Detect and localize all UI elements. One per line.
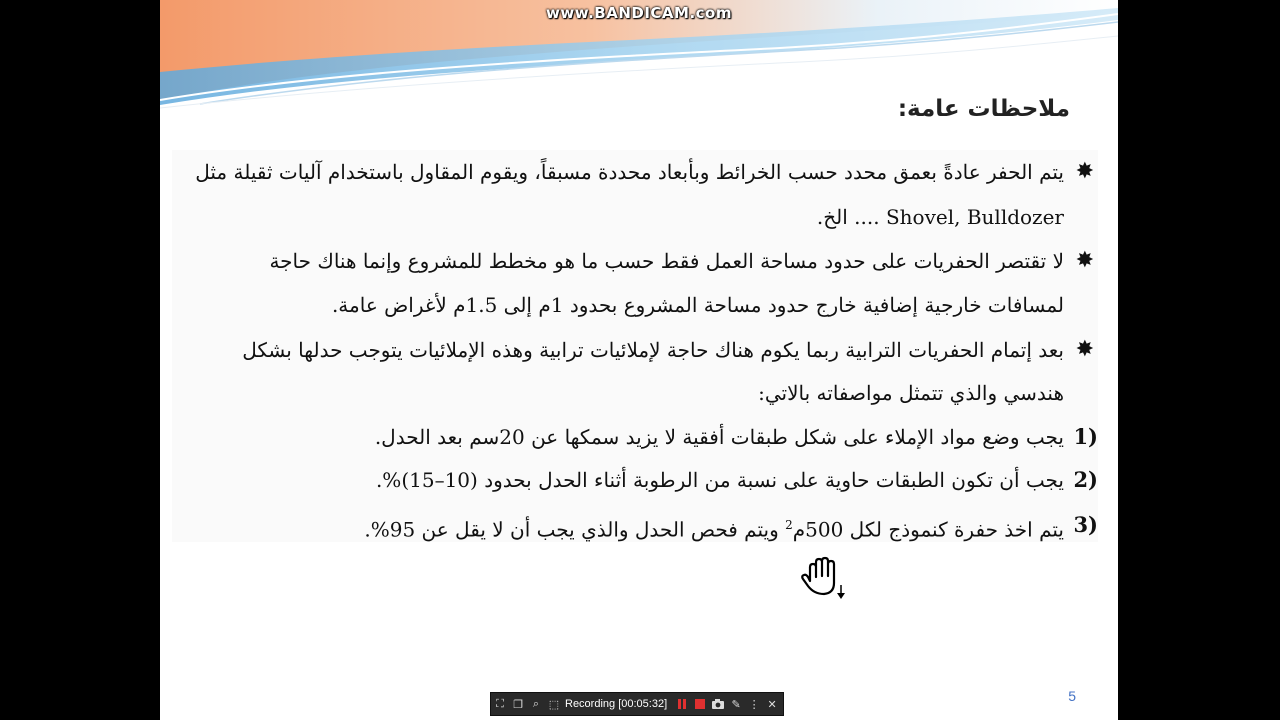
- more-icon[interactable]: ⋮: [748, 698, 760, 711]
- stop-icon[interactable]: [691, 696, 709, 712]
- numbered-item-3-part-1: يتم اخذ حفرة كنموذج لكل 500م: [792, 517, 1064, 542]
- bullet-1-line-2: Shovel, Bulldozer .... الخ.: [816, 205, 1064, 229]
- numbered-item-2: يجب أن تكون الطبقات حاوية على نسبة من الرطوبة أثناء الحدل بحدود (10–15)%.: [375, 468, 1064, 492]
- hand-cursor-icon: [800, 555, 846, 601]
- asterisk-bullet-icon: ✸: [1075, 337, 1094, 362]
- slide-page-number: 5: [1068, 688, 1076, 704]
- slide-title: ملاحظات عامة:: [897, 96, 1070, 122]
- recording-toolbar: [490, 692, 784, 716]
- asterisk-bullet-icon: ✸: [1075, 159, 1094, 184]
- window-icon[interactable]: ❐: [513, 698, 523, 711]
- superscript-2: 2: [785, 518, 793, 532]
- presentation-slide: [160, 0, 1118, 720]
- bullet-1-line-1: يتم الحفر عادةً بعمق محدد حسب الخرائط وبأبعاد محددة مسبقاً، ويقوم المقاول باستخدام آليات ثقيلة مثل: [195, 160, 1064, 184]
- bullet-3-line-2: هندسي والذي تتمثل مواصفاته بالاتي:: [758, 381, 1064, 405]
- fullscreen-icon[interactable]: ⛶: [496, 697, 504, 710]
- bandicam-watermark: www.BANDICAM.com: [545, 4, 732, 22]
- numbered-item-3-part-2: ويتم فحص الحدل والذي يجب أن لا يقل عن 95%.: [364, 517, 786, 542]
- zoom-region-icon[interactable]: ⌕: [532, 697, 540, 710]
- numbered-marker: 3): [1073, 512, 1098, 537]
- pause-icon[interactable]: [673, 696, 691, 712]
- camera-icon[interactable]: [709, 696, 727, 712]
- numbered-marker: 2): [1073, 467, 1098, 492]
- asterisk-bullet-icon: ✸: [1075, 248, 1094, 273]
- bullet-3-line-1: بعد إتمام الحفريات الترابية ربما يكوم هناك حاجة لإملائيات ترابية وهذه الإملائيات يتوجب حدلها بشكل: [242, 338, 1064, 362]
- close-icon[interactable]: ✕: [767, 698, 777, 711]
- pen-icon[interactable]: ✎: [731, 698, 741, 711]
- bullet-2-line-2: لمسافات خارجية إضافية خارج حدود مساحة المشروع بحدود 1م إلى 1.5م لأغراض عامة.: [331, 293, 1064, 317]
- numbered-marker: 1): [1073, 424, 1098, 449]
- recording-status-label: Recording [00:05:32]: [565, 698, 668, 710]
- numbered-item-3: [364, 512, 1064, 543]
- slide-content: [172, 150, 1098, 542]
- capture-region-icon[interactable]: ⬚: [548, 698, 560, 711]
- bullet-2-line-1: لا تقتصر الحفريات على حدود مساحة العمل فقط حسب ما هو مخطط للمشروع وإنما هناك حاجة: [269, 249, 1064, 273]
- numbered-item-1: يجب وضع مواد الإملاء على شكل طبقات أفقية لا يزيد سمكها عن 20سم بعد الحدل.: [374, 425, 1064, 449]
